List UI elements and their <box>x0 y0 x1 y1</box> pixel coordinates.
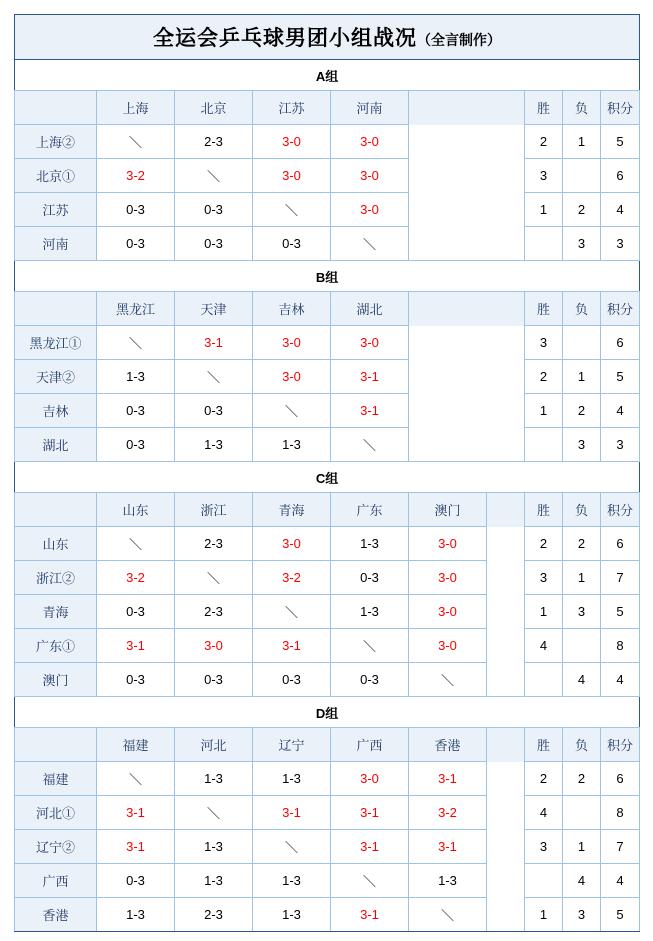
points-cell: 4 <box>601 193 640 227</box>
losses-cell: 4 <box>563 864 601 898</box>
row-team-label: 山东 <box>15 527 97 561</box>
match-result-cell: 2-3 <box>175 898 253 932</box>
spacer-cell <box>487 527 525 561</box>
losses-cell: 2 <box>563 193 601 227</box>
points-cell: 4 <box>601 394 640 428</box>
match-result-cell: ＼ <box>331 629 409 663</box>
match-result-cell: 1-3 <box>175 830 253 864</box>
column-lose-header: 负 <box>563 728 601 762</box>
spacer-cell <box>487 595 525 629</box>
match-result-cell: 3-1 <box>97 629 175 663</box>
match-result-cell: ＼ <box>175 159 253 193</box>
match-result-cell: 1-3 <box>97 360 175 394</box>
points-cell: 3 <box>601 227 640 261</box>
wins-cell: 1 <box>525 595 563 629</box>
spacer-cell <box>409 292 525 326</box>
column-team-header: 上海 <box>97 91 175 125</box>
row-team-label: 上海② <box>15 125 97 159</box>
match-result-cell: ＼ <box>331 227 409 261</box>
title-main: 全运会乒乓球男团小组战况 <box>153 27 418 50</box>
column-team-header: 湖北 <box>331 292 409 326</box>
match-result-cell: 0-3 <box>331 561 409 595</box>
losses-cell: 4 <box>563 663 601 697</box>
match-result-cell: 3-1 <box>331 830 409 864</box>
match-result-cell: ＼ <box>253 830 331 864</box>
header-corner-cell <box>15 728 97 762</box>
row-team-label: 天津② <box>15 360 97 394</box>
match-result-cell: ＼ <box>97 762 175 796</box>
column-team-header: 江苏 <box>253 91 331 125</box>
match-result-cell: 3-2 <box>97 561 175 595</box>
losses-cell: 1 <box>563 125 601 159</box>
match-result-cell: 0-3 <box>97 663 175 697</box>
header-corner-cell <box>15 91 97 125</box>
row-team-label: 江苏 <box>15 193 97 227</box>
wins-cell: 2 <box>525 360 563 394</box>
wins-cell: 2 <box>525 762 563 796</box>
table-row <box>15 663 640 697</box>
spacer-cell <box>487 762 525 796</box>
table-row <box>15 326 640 360</box>
column-team-header: 福建 <box>97 728 175 762</box>
table-row <box>15 864 640 898</box>
match-result-cell: ＼ <box>253 193 331 227</box>
match-result-cell: 3-1 <box>331 394 409 428</box>
row-team-label: 广西 <box>15 864 97 898</box>
column-win-header: 胜 <box>525 728 563 762</box>
row-team-label: 吉林 <box>15 394 97 428</box>
match-result-cell: 3-0 <box>409 595 487 629</box>
match-result-cell: 3-0 <box>331 193 409 227</box>
spacer-cell <box>487 864 525 898</box>
row-team-label: 北京① <box>15 159 97 193</box>
spacer-cell <box>409 193 525 227</box>
match-result-cell: 3-1 <box>97 796 175 830</box>
row-team-label: 福建 <box>15 762 97 796</box>
group-header-row <box>15 728 640 762</box>
losses-cell: 1 <box>563 830 601 864</box>
wins-cell <box>525 227 563 261</box>
match-result-cell: 0-3 <box>97 595 175 629</box>
table-row <box>15 394 640 428</box>
match-result-cell: ＼ <box>97 527 175 561</box>
match-result-cell: 3-2 <box>253 561 331 595</box>
title-row <box>15 15 640 60</box>
spacer-cell <box>409 125 525 159</box>
row-team-label: 河北① <box>15 796 97 830</box>
wins-cell: 1 <box>525 898 563 932</box>
losses-cell: 3 <box>563 898 601 932</box>
points-cell: 4 <box>601 663 640 697</box>
match-result-cell: 3-1 <box>409 762 487 796</box>
group-title-row <box>15 697 640 728</box>
column-team-header: 香港 <box>409 728 487 762</box>
spacer-cell <box>487 796 525 830</box>
spacer-cell <box>409 159 525 193</box>
match-result-cell: 0-3 <box>331 663 409 697</box>
wins-cell: 1 <box>525 394 563 428</box>
match-result-cell: 3-0 <box>409 561 487 595</box>
match-result-cell: 3-1 <box>175 326 253 360</box>
group-title: B组 <box>15 261 640 292</box>
match-result-cell: 1-3 <box>175 864 253 898</box>
column-points-header: 积分 <box>601 292 640 326</box>
column-team-header: 浙江 <box>175 493 253 527</box>
group-title-row <box>15 462 640 493</box>
match-result-cell: 0-3 <box>175 663 253 697</box>
spacer-cell <box>487 629 525 663</box>
losses-cell: 2 <box>563 527 601 561</box>
match-result-cell: 0-3 <box>97 227 175 261</box>
column-team-header: 河南 <box>331 91 409 125</box>
spacer-cell <box>487 728 525 762</box>
spacer-cell <box>487 493 525 527</box>
match-result-cell: ＼ <box>97 326 175 360</box>
losses-cell: 1 <box>563 561 601 595</box>
wins-cell: 1 <box>525 193 563 227</box>
match-result-cell: 0-3 <box>253 663 331 697</box>
match-result-cell: 2-3 <box>175 125 253 159</box>
wins-cell: 4 <box>525 796 563 830</box>
column-lose-header: 负 <box>563 493 601 527</box>
table-row <box>15 561 640 595</box>
match-result-cell: ＼ <box>409 663 487 697</box>
losses-cell: 2 <box>563 394 601 428</box>
row-team-label: 河南 <box>15 227 97 261</box>
table-row <box>15 527 640 561</box>
wins-cell: 4 <box>525 629 563 663</box>
column-points-header: 积分 <box>601 728 640 762</box>
losses-cell <box>563 629 601 663</box>
table-row <box>15 193 640 227</box>
column-team-header: 河北 <box>175 728 253 762</box>
match-result-cell: 1-3 <box>331 527 409 561</box>
points-cell: 7 <box>601 561 640 595</box>
spacer-cell <box>409 91 525 125</box>
group-title-row <box>15 60 640 91</box>
spacer-cell <box>409 326 525 360</box>
group-title: A组 <box>15 60 640 91</box>
match-result-cell: ＼ <box>331 428 409 462</box>
match-result-cell: 3-1 <box>253 796 331 830</box>
wins-cell <box>525 663 563 697</box>
match-result-cell: ＼ <box>97 125 175 159</box>
spacer-cell <box>409 227 525 261</box>
losses-cell <box>563 326 601 360</box>
match-result-cell: ＼ <box>409 898 487 932</box>
match-result-cell: 3-1 <box>331 360 409 394</box>
row-team-label: 香港 <box>15 898 97 932</box>
spacer-cell <box>487 830 525 864</box>
losses-cell <box>563 159 601 193</box>
match-result-cell: ＼ <box>253 595 331 629</box>
column-win-header: 胜 <box>525 91 563 125</box>
row-team-label: 青海 <box>15 595 97 629</box>
match-result-cell: 1-3 <box>409 864 487 898</box>
column-team-header: 北京 <box>175 91 253 125</box>
row-team-label: 湖北 <box>15 428 97 462</box>
row-team-label: 澳门 <box>15 663 97 697</box>
table-row <box>15 830 640 864</box>
group-title-row <box>15 261 640 292</box>
losses-cell: 3 <box>563 227 601 261</box>
spacer-cell <box>409 428 525 462</box>
match-result-cell: 1-3 <box>253 428 331 462</box>
spacer-cell <box>487 898 525 932</box>
table-row <box>15 629 640 663</box>
losses-cell: 3 <box>563 595 601 629</box>
column-team-header: 山东 <box>97 493 175 527</box>
table-row <box>15 159 640 193</box>
wins-cell: 3 <box>525 326 563 360</box>
match-result-cell: ＼ <box>175 796 253 830</box>
points-cell: 6 <box>601 159 640 193</box>
match-result-cell: 3-1 <box>409 830 487 864</box>
row-team-label: 广东① <box>15 629 97 663</box>
match-result-cell: 3-0 <box>253 159 331 193</box>
match-result-cell: 0-3 <box>175 193 253 227</box>
points-cell: 5 <box>601 595 640 629</box>
match-result-cell: 1-3 <box>253 898 331 932</box>
column-team-header: 广东 <box>331 493 409 527</box>
match-result-cell: 1-3 <box>175 762 253 796</box>
group-title: C组 <box>15 462 640 493</box>
table-row <box>15 762 640 796</box>
match-result-cell: 3-0 <box>175 629 253 663</box>
wins-cell: 3 <box>525 830 563 864</box>
title-sub: （全言制作） <box>417 32 502 48</box>
wins-cell <box>525 428 563 462</box>
points-cell: 5 <box>601 125 640 159</box>
column-lose-header: 负 <box>563 292 601 326</box>
match-result-cell: 3-0 <box>253 125 331 159</box>
match-result-cell: 1-3 <box>253 762 331 796</box>
points-cell: 6 <box>601 762 640 796</box>
wins-cell: 2 <box>525 527 563 561</box>
header-corner-cell <box>15 292 97 326</box>
column-team-header: 辽宁 <box>253 728 331 762</box>
wins-cell: 3 <box>525 561 563 595</box>
column-win-header: 胜 <box>525 292 563 326</box>
spacer-cell <box>487 561 525 595</box>
match-result-cell: 3-0 <box>331 762 409 796</box>
points-cell: 5 <box>601 898 640 932</box>
points-cell: 8 <box>601 796 640 830</box>
group-header-row <box>15 292 640 326</box>
losses-cell <box>563 796 601 830</box>
column-team-header: 天津 <box>175 292 253 326</box>
match-result-cell: 3-2 <box>97 159 175 193</box>
wins-cell: 3 <box>525 159 563 193</box>
column-team-header: 青海 <box>253 493 331 527</box>
page-title <box>15 15 640 60</box>
match-result-cell: ＼ <box>253 394 331 428</box>
table-row <box>15 898 640 932</box>
losses-cell: 3 <box>563 428 601 462</box>
match-result-cell: 3-1 <box>331 796 409 830</box>
points-cell: 8 <box>601 629 640 663</box>
match-result-cell: 0-3 <box>97 193 175 227</box>
losses-cell: 1 <box>563 360 601 394</box>
column-lose-header: 负 <box>563 91 601 125</box>
match-result-cell: 0-3 <box>97 394 175 428</box>
table-row <box>15 125 640 159</box>
match-result-cell: 2-3 <box>175 595 253 629</box>
column-team-header: 澳门 <box>409 493 487 527</box>
match-result-cell: 3-2 <box>409 796 487 830</box>
column-team-header: 吉林 <box>253 292 331 326</box>
match-result-cell: 3-0 <box>253 527 331 561</box>
points-cell: 3 <box>601 428 640 462</box>
points-cell: 4 <box>601 864 640 898</box>
group-title: D组 <box>15 697 640 728</box>
points-cell: 7 <box>601 830 640 864</box>
points-cell: 6 <box>601 326 640 360</box>
table-row <box>15 595 640 629</box>
standings-sheet <box>14 14 640 932</box>
match-result-cell: 3-0 <box>331 125 409 159</box>
row-team-label: 黑龙江① <box>15 326 97 360</box>
match-result-cell: ＼ <box>175 561 253 595</box>
row-team-label: 浙江② <box>15 561 97 595</box>
match-result-cell: 0-3 <box>175 227 253 261</box>
spacer-cell <box>409 394 525 428</box>
match-result-cell: 1-3 <box>253 864 331 898</box>
spacer-cell <box>409 360 525 394</box>
match-result-cell: ＼ <box>175 360 253 394</box>
match-result-cell: 3-1 <box>331 898 409 932</box>
wins-cell: 2 <box>525 125 563 159</box>
table-row <box>15 428 640 462</box>
group-header-row <box>15 91 640 125</box>
match-result-cell: 1-3 <box>331 595 409 629</box>
match-result-cell: 0-3 <box>97 864 175 898</box>
group-header-row <box>15 493 640 527</box>
match-result-cell: 0-3 <box>97 428 175 462</box>
header-corner-cell <box>15 493 97 527</box>
match-result-cell: 3-0 <box>331 159 409 193</box>
match-result-cell: 3-1 <box>253 629 331 663</box>
wins-cell <box>525 864 563 898</box>
table-row <box>15 360 640 394</box>
match-result-cell: 1-3 <box>97 898 175 932</box>
points-cell: 6 <box>601 527 640 561</box>
row-team-label: 辽宁② <box>15 830 97 864</box>
column-team-header: 黑龙江 <box>97 292 175 326</box>
match-result-cell: 0-3 <box>175 394 253 428</box>
points-cell: 5 <box>601 360 640 394</box>
match-result-cell: 3-1 <box>97 830 175 864</box>
match-result-cell: 3-0 <box>253 326 331 360</box>
losses-cell: 2 <box>563 762 601 796</box>
column-points-header: 积分 <box>601 493 640 527</box>
match-result-cell: 3-0 <box>409 527 487 561</box>
spacer-cell <box>487 663 525 697</box>
table-row <box>15 796 640 830</box>
match-result-cell: 3-0 <box>253 360 331 394</box>
table-row <box>15 227 640 261</box>
match-result-cell: 3-0 <box>331 326 409 360</box>
match-result-cell: 0-3 <box>253 227 331 261</box>
match-result-cell: 1-3 <box>175 428 253 462</box>
match-result-cell: 3-0 <box>409 629 487 663</box>
column-points-header: 积分 <box>601 91 640 125</box>
column-team-header: 广西 <box>331 728 409 762</box>
column-win-header: 胜 <box>525 493 563 527</box>
match-result-cell: ＼ <box>331 864 409 898</box>
match-result-cell: 2-3 <box>175 527 253 561</box>
